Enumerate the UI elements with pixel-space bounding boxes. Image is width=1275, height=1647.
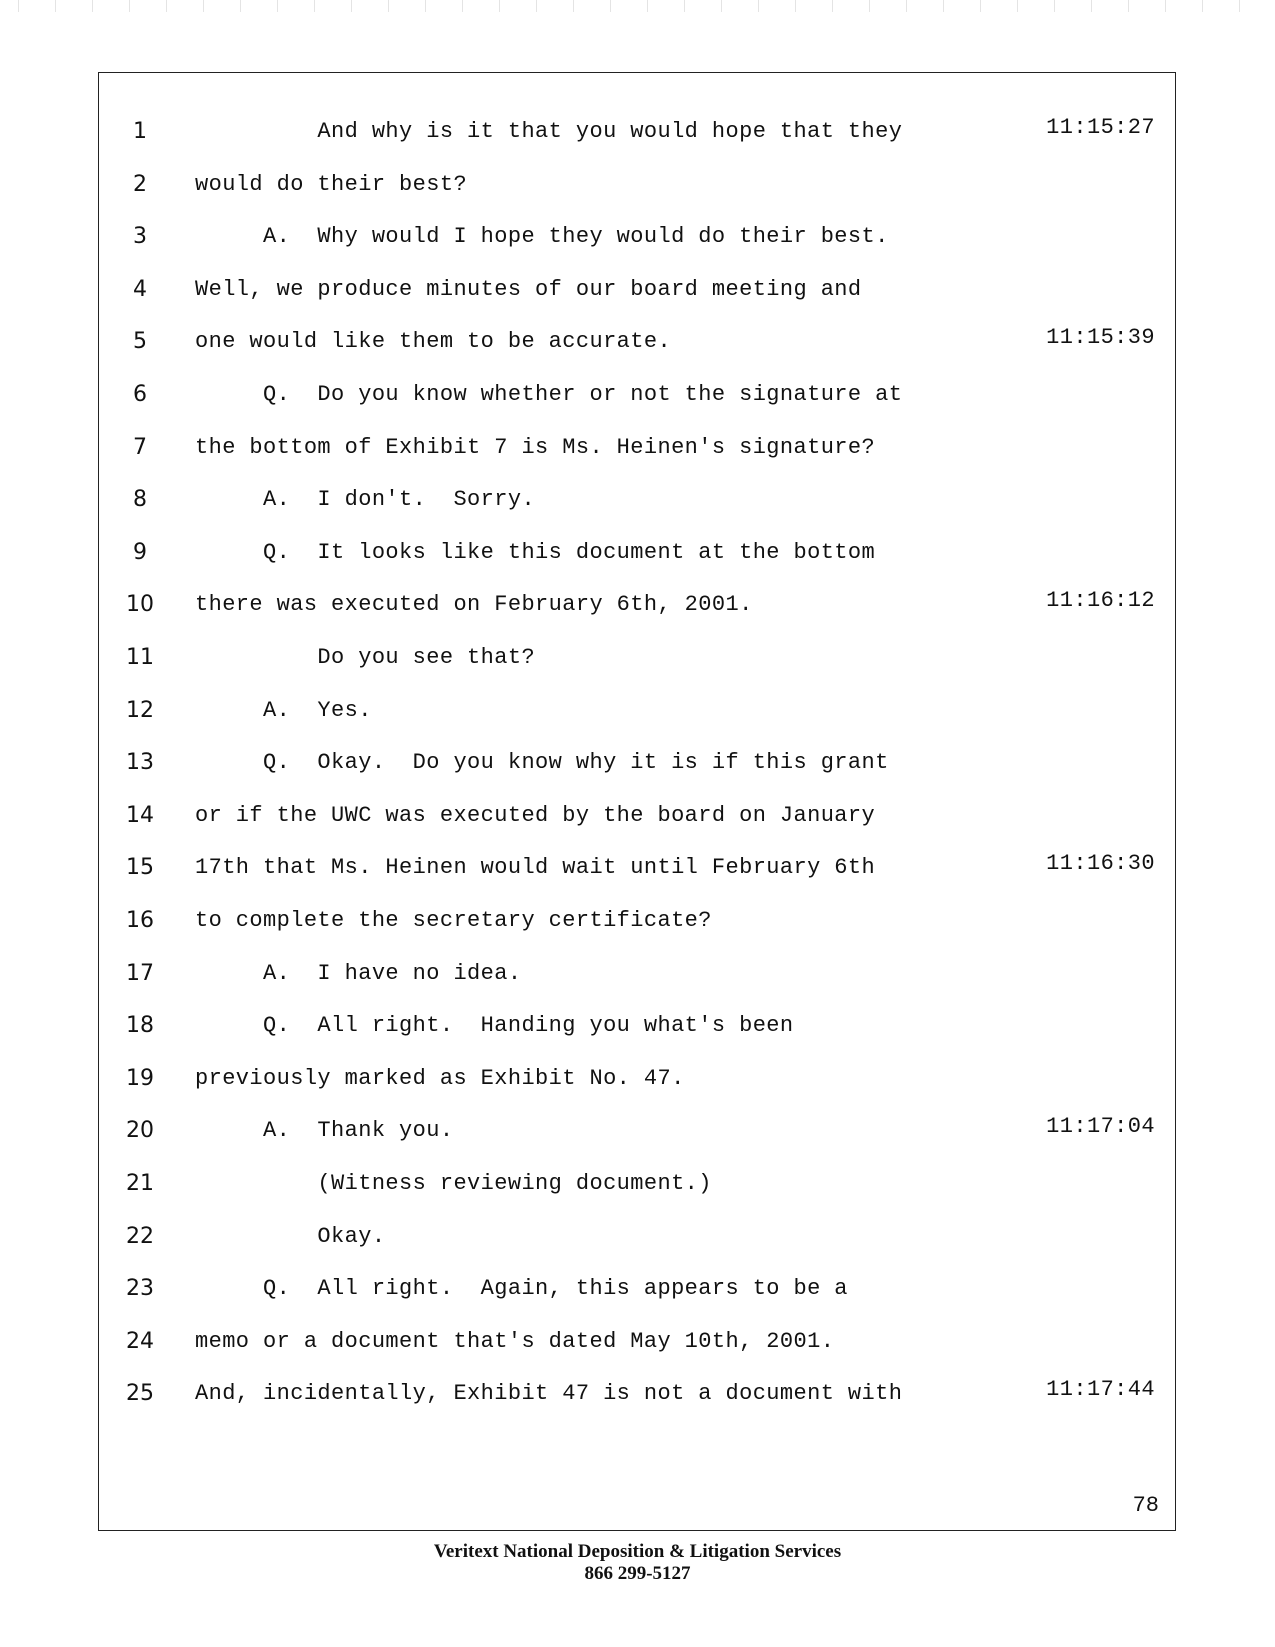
transcript-line — [99, 117, 1175, 172]
line-text: 17th that Ms. Heinen would wait until February 6th — [195, 855, 876, 881]
footer-phone: 866 299-5127 — [584, 1563, 691, 1584]
line-text: or if the UWC was executed by the board on January — [195, 802, 876, 828]
line-text: And, incidentally, Exhibit 47 is not a document with — [195, 1381, 903, 1407]
transcript-page-frame — [98, 72, 1176, 1531]
line-number: 1 — [133, 119, 147, 144]
line-number: 13 — [126, 750, 154, 776]
line-number: 15 — [126, 855, 154, 881]
line-text: there was executed on February 6th, 2001. — [195, 592, 753, 618]
line-text: Q. All right. Handing you what's been — [195, 1013, 794, 1039]
line-text: And why is it that you would hope that they — [195, 119, 903, 144]
transcript-line — [99, 959, 1175, 1014]
transcript-line — [99, 538, 1175, 593]
line-number: 2 — [133, 171, 147, 197]
line-text: (Witness reviewing document.) — [195, 1171, 712, 1196]
line-text: Okay. — [195, 1223, 386, 1249]
line-number: 18 — [126, 1013, 154, 1039]
line-text: Q. Okay. Do you know why it is if this grant — [195, 750, 889, 776]
transcript-line — [99, 433, 1175, 488]
timestamp: 11:16:12 — [1046, 588, 1155, 614]
line-text: Q. Do you know whether or not the signature at — [195, 382, 903, 407]
line-number: 6 — [133, 382, 147, 407]
line-number: 10 — [126, 592, 154, 618]
line-text: previously marked as Exhibit No. 47. — [195, 1065, 685, 1091]
transcript-line — [99, 590, 1175, 645]
timestamp: 11:16:30 — [1046, 851, 1155, 877]
timestamp: 11:15:27 — [1046, 115, 1155, 140]
transcript-line — [99, 1274, 1175, 1329]
line-number: 16 — [126, 908, 154, 933]
line-text: Q. It looks like this document at the bottom — [195, 539, 876, 565]
transcript-line — [99, 222, 1175, 277]
line-number: 12 — [126, 697, 154, 723]
transcript-line — [99, 1327, 1175, 1382]
transcript-line — [99, 327, 1175, 382]
line-text: Do you see that? — [195, 645, 536, 670]
line-text: one would like them to be accurate. — [195, 329, 672, 355]
line-number: 19 — [126, 1065, 154, 1091]
line-text: A. I don't. Sorry. — [195, 487, 536, 513]
line-number: 24 — [126, 1328, 154, 1354]
line-number: 23 — [126, 1276, 154, 1302]
timestamp: 11:17:04 — [1046, 1114, 1155, 1140]
line-number: 25 — [126, 1381, 154, 1407]
line-number: 21 — [126, 1171, 154, 1196]
line-text: A. Yes. — [195, 697, 372, 723]
transcript-line — [99, 696, 1175, 751]
transcript-line — [99, 748, 1175, 803]
line-text: would do their best? — [195, 171, 468, 197]
transcript-line — [99, 170, 1175, 225]
line-text: the bottom of Exhibit 7 is Ms. Heinen's signature? — [195, 434, 876, 460]
line-number: 8 — [133, 487, 147, 513]
transcript-line — [99, 1011, 1175, 1066]
line-number: 17 — [126, 960, 154, 986]
line-text: A. Thank you. — [195, 1118, 454, 1144]
line-number: 22 — [126, 1223, 154, 1249]
transcript-line — [99, 853, 1175, 908]
timestamp: 11:17:44 — [1046, 1377, 1155, 1403]
line-number: 7 — [133, 434, 147, 460]
line-text: to complete the secretary certificate? — [195, 908, 712, 933]
line-number: 11 — [126, 645, 154, 670]
transcript-line — [99, 906, 1175, 961]
timestamp: 11:15:39 — [1046, 325, 1155, 351]
transcript-line — [99, 275, 1175, 330]
line-number: 5 — [133, 329, 147, 355]
transcript-line — [99, 1064, 1175, 1119]
transcript-line — [99, 1379, 1175, 1434]
page-number: 78 — [1132, 1493, 1159, 1518]
line-number: 3 — [133, 224, 147, 250]
transcript-line — [99, 643, 1175, 698]
line-text: Q. All right. Again, this appears to be a — [195, 1276, 848, 1302]
line-number: 20 — [126, 1118, 154, 1144]
footer-company: Veritext National Deposition & Litigation Services — [433, 1541, 842, 1562]
transcript-line — [99, 1169, 1175, 1224]
scan-artifact-strip — [0, 0, 1275, 12]
line-number: 4 — [133, 276, 147, 302]
line-number: 9 — [133, 539, 147, 565]
transcript-line — [99, 1222, 1175, 1277]
transcript-line — [99, 801, 1175, 856]
transcript-line — [99, 485, 1175, 540]
line-number: 14 — [126, 802, 154, 828]
line-text: A. Why would I hope they would do their best. — [195, 224, 889, 250]
footer — [0, 1541, 1275, 1585]
transcript-line — [99, 380, 1175, 435]
line-text: memo or a document that's dated May 10th, 2001. — [195, 1328, 835, 1354]
transcript-line — [99, 1116, 1175, 1171]
line-text: A. I have no idea. — [195, 960, 522, 986]
line-text: Well, we produce minutes of our board meeting and — [195, 276, 862, 302]
